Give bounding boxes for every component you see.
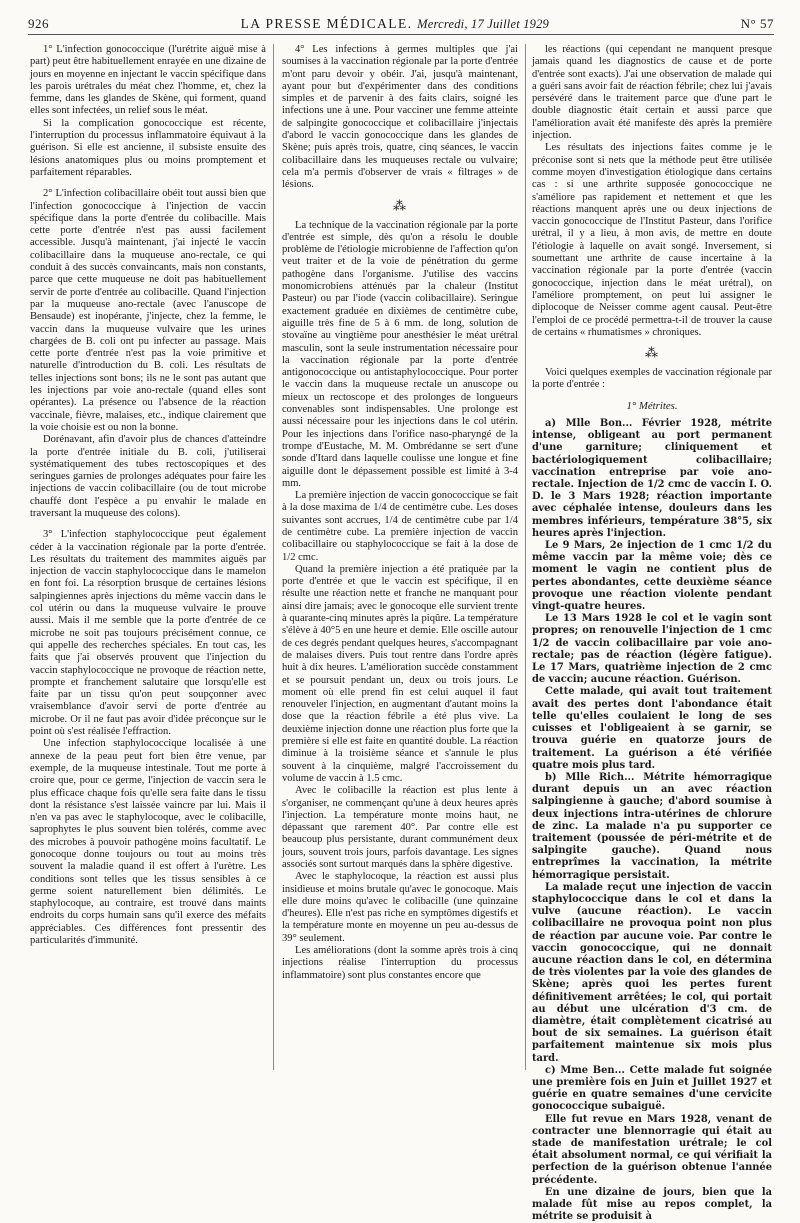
case-paragraph: a) Mlle Bon... Février 1928, métrite intense, obligeant au port permanent d'une garniture; cliniquement et bactériologiquement colibacillaire; vaccination entreprise par voie ano-rectale. Injection de 1/2 cmc de vaccin I. O. D. le 3 Mars 1928; réaction importante avec céphalée intense, douleurs dans les membres inférieurs, température 38°5, six heures après l'injection. bbox=[532, 418, 772, 539]
case-paragraph: Le 13 Mars 1928 le col et le vagin sont propres; on renouvelle l'injection de 1 cmc 1/2 de vaccin colibacillaire par voie ano-rectale; pas de réaction (légère fatigue). Le 17 Mars, quatrième injection de 2 cmc de vaccin; aucune réaction. Guérison. bbox=[532, 613, 772, 686]
paragraph: Quand la première injection a été pratiquée par la porte d'entrée et que le vaccin est spécifique, il en résulte une réaction nette et franche ne manquant pour ainsi dire jamais; avec le gonocoque elle survient trente à quarante-cinq minutes après la piqûre. La température s'élève à 40°5 en une heure et demie. Elle oscille autour de ces degrés pendant quelques heures, s'accompagnant de malaises divers. Puis tout rentre dans l'ordre après huit à dix heures. L'amélioration succède constamment et se poursuit pendant un, deux ou trois jours. Le moment où elle prend fin est celui auquel il faut renouveler l'injection, en augmentant d'autant moins la dose que la réaction fébrile a été plus vive. La deuxième injection donne une réaction plus forte que la première si elle est faite en quantité double. La réaction diminue à la troisième séance et s'annule le plus souvent à la cinquième, malgré l'accroissement du volume de vaccin à 1.5 cmc. bbox=[282, 563, 518, 784]
page-number: 926 bbox=[28, 16, 49, 31]
section-separator: ⁂ bbox=[393, 197, 407, 213]
column-rule bbox=[273, 44, 274, 1070]
paragraph: Une infection staphylococcique localisée à une annexe de la peau peut fort bien être venue, par exemple, de la muqueuse intestinale. Tout me porte à croire que, pour ce germe, l'injection de vaccin sera le plus efficace chaque fois qu'elle sera faite dans le tissu dont la résistance s'est laissée vaincre par lui. Mais il n'en va pas avec le staphylocoque, avec le colibacille, saprophytes le plus souvent bien tolérés, comme avec des microbes à pouvoir pathogène moins facultatif. Le gonocoque donne toujours ou tout au moins très souvent la maladie quand il est offert à l'urètre. Les conditions sont telles que les tissus sensibles à ce germe soient naturellement bien délimités. Le staphylocoque, au contraire, est trouvé dans maints endroits du corps humain sans qu'il exerce des méfaits appréciables. Ces différences font pressentir des particularités d'immunité. bbox=[30, 738, 266, 947]
issue-number: N° 57 bbox=[740, 16, 774, 31]
paragraph: 1° L'infection gonococcique (l'urétrite aiguë mise à part) peut être habituellement enrayée en une dizaine de jours en moyenne en injectant le vaccin spécifique dans les parois urétrales du méat chez l'homme, et, chez la femme, dans les glandes de Skène, qui forment, quand elles sont infectées, un relief sous le méat. bbox=[30, 44, 267, 117]
issue-date: Mercredi, 17 Juillet 1929 bbox=[417, 17, 549, 31]
paragraph: 3° L'infection staphylococcique peut également céder à la vaccination régionale par la porte d'entrée. Les résultats du traitement des mammites aiguës par injection de vaccin staphylococcique dans le mamelon en font foi. La résorption brusque de certaines lésions salpingiennes après injections du même vaccin dans le col utérin ou dans la muqueuse vulvaire le prouve aussi. Mais il me semble que la porte d'entrée de ce microbe ne soit pas toujours précisément connue, ce qui appelle des recherches spéciales. En tout cas, les faits que j'ai observés prouvent que l'injection du vaccin staphylococcique ne provoque de réaction nette, prompte et franchement salutaire que lorsqu'elle est faite par un tissu qu'on peut soupçonner avec vraisemblance d'avoir servi de porte d'entrée au microbe. Or il ne faut pas avoir d'idée préconçue sur le point où s'est réalisée l'effraction. bbox=[30, 529, 266, 738]
paragraph: La technique de la vaccination régionale par la porte d'entrée est simple, dès qu'on a résolu le double problème de l'étiologie microbienne de l'affection qu'on veut traiter et de la voie de pénétration du germe pathogène dans l'organisme. J'utilise des vaccins monomicrobiens atténués par la chaleur (Institut Pasteur) ou par l'iode (vaccin colibacillaire). Seringue exactement graduée en dixièmes de centimètre cube, aiguille très fine de 5 à 6 mm. de long, solution de stovaïne au vingtième pour anesthésier le méat urétral masculin, sont la seule instrumentation nécessaire pour la vaccination régionale par la porte d'entrée antigonococcique ou antistaphylococcique. Pour porter le vaccin dans la muqueuse rectale un anuscope ou mieux un rectoscope et des prolonges de longueurs convenables sont indispensables. Une prolonge est aussi nécessaire pour les injections dans le col utérin. Pour les injections dans l'orifice naso-pharyngé de la trompe d'Eustache, M. M. Ombrédanne se sert d'une sonde d'Itard dans laquelle coulisse une longue et fine aiguille dont le dépassement possible est limité à 3-4 mm. bbox=[282, 219, 518, 489]
case-paragraph: En une dizaine de jours, bien que la malade fût mise au repos complet, la métrite se produisit à bbox=[532, 1186, 772, 1223]
case-paragraph: c) Mme Ben... Cette malade fut soignée une première fois en Juin et Juillet 1927 et guérie en quatre semaines d'une cervicite gonococcique subaiguë. bbox=[532, 1064, 772, 1113]
case-paragraph: La malade reçut une injection de vaccin staphylococcique dans le col et dans la vulve (aucune réaction). Le vaccin colibacillaire ne provoqua point non plus de réaction par aucune voie. Par contre le vaccin gonococcique, qui ne donnait aucune réaction dans le col, en détermina de très violentes par la voie des glandes de Skène; après quoi les pertes furent définitivement arrêtées; le col, qui portait au début une ulcération d'3 cm. de diamètre, était complètement cicatrisé au bout de six semaines. La guérison était parfaitement maintenue six mois plus tard. bbox=[532, 881, 772, 1064]
paragraph: La première injection de vaccin gonococcique se fait à la dose maxima de 1/4 de centimètre cube. Les doses suivantes sont accrues, 1/4 de centimètre cube par 1/4 de centimètre cube. La première injection de vaccin colibacillaire ou staphylococcique se fait à la dose de 1/2 cmc. bbox=[282, 490, 518, 563]
journal-title: LA PRESSE MÉDICALE. Mercredi, 17 Juillet 1929 bbox=[240, 16, 549, 31]
case-paragraph: Elle fut revue en Mars 1928, venant de contracter une blennorragie qui était au stade de manifestation urétrale; le col était absolument normal, ce qui vérifiait la perfection de la guérison obtenue l'année précédente. bbox=[532, 1113, 772, 1186]
column-rule bbox=[525, 44, 526, 1070]
column-3 bbox=[532, 44, 772, 1223]
section-separator: ⁂ bbox=[645, 345, 659, 361]
section-title-text: 1° Métrites. bbox=[626, 399, 678, 412]
paragraph: 4° Les infections à germes multiples que j'ai soumises à la vaccination régionale par la porte d'entrée m'ont paru devoir y obéir. J'ai, jusqu'à maintenant, ayant pour but d'expérimenter dans des conditions simples et de parvenir à des faits clairs, soigné les infections une à une. Pour vacciner une femme atteinte de salpingite gonococcique et colibacillaire j'injectais d'abord le vaccin gonococcique dans les glandes de Skène; puis après trois, quatre, cinq séances, le vaccin colibacillaire dans les muqueuses rectale ou vulvaire; cela m'a permis d'observer de vrais « filtrages » de lésions. bbox=[282, 44, 518, 191]
case-paragraph: b) Mlle Rich... Métrite hémorragique durant depuis un an avec réaction salpingienne à gauche; d'abord soumise à deux injections intra-utérines de chlorure de zinc. La malade n'a pu supporter ce traitement (poussée de péri-métrite et de salpingite gauche). Quand nous entreprîmes la vaccination, la métrite hémorragique persistait. bbox=[532, 771, 772, 881]
column-2 bbox=[282, 44, 518, 1074]
paragraph: 2° L'infection colibacillaire obéit tout aussi bien que l'infection gonococcique à l'injection de vaccin spécifique dans la porte d'entrée du colibacille. Mais cette porte d'entrée n'est pas aussi facilement accessible. Jusqu'à maintenant, j'ai injecté le vaccin colibacillaire dans la muqueuse ano-rectale, ce qui conduit à des succès convaincants, mais non constants, parce que cette muqueuse ne doit pas habituellement servir de porte d'entrée au colibacille. Quand l'injection par la muqueuse ano-rectale (avec l'anuscope de Bensaude) est inopérante, j'injecte, chez la femme, le vaccin dans la muqueuse vulvaire que les urines chargées de B. coli ont pu infecter au passage. Mais cette porte d'entrée n'est pas la voie primitive et naturelle d'introduction du B. coli. Les résultats de telles injections sont bons; ils ne le sont pas autant que les injections par voie ano-rectale (quand elles sont opérantes). La présence ou l'absence de la réaction vaccinale, fièvre, malaises, etc., indique clairement que la voie choisie est ou non la bonne. bbox=[30, 188, 266, 433]
case-paragraph: Cette malade, qui avait tout traitement avait des pertes dont l'abondance était telle qu'elles coulaient le long de ses cuisses et l'obligeaient à se garnir, se trouva guérie en quatorze jours de traitement. La guérison a été vérifiée quatre mois plus tard. bbox=[532, 686, 772, 771]
journal-name: LA PRESSE MÉDICALE bbox=[240, 16, 408, 31]
page-header bbox=[28, 16, 774, 35]
paragraph: Avec le colibacille la réaction est plus lente à s'organiser, ne commençant qu'une à deux heures après l'injection. La température monte moins haut, ne dépassant que rarement 40°. Par contre elle est beaucoup plus persistante, durant communément deux jours, souvent trois jours, parfois davantage. Les signes associés sont surtout marqués dans la sphère digestive. bbox=[282, 785, 518, 870]
column-1 bbox=[30, 44, 266, 1074]
paragraph: Les résultats des injections faites comme je le préconise sont si nets que la méthode peut être utilisée comme moyen d'investigation étiologique dans certains cas : si une arthrite supposée gonococcique ne s'améliore pas rapidement et nettement et que les réactions manquent après une ou deux injections de vaccin gonococcique de l'Institut Pasteur, dans l'orifice urétral, il y a lieu, à mon avis, de mettre en doute l'étiologie à laquelle on avait songé. Inversement, si soumettant une arthrite de cause incertaine à la vaccination régionale par la porte d'entrée (vaccin gonococcique, injection dans le méat urétral), on l'améliore promptement, on peut lui assigner le diplocoque de Neisser comme agent causal. Peut-être l'emploi de ce procédé permettra-t-il de trouver la cause de certains « rhumatismes » chroniques. bbox=[532, 142, 772, 338]
paragraph: Dorénavant, afin d'avoir plus de chances d'atteindre la porte d'entrée initiale du B. coli, j'utiliserai systématiquement des tubes rectoscopiques et des seringues garnies de prolonges adéquates pour faire les injections de vaccin colibacillaire (ou de tout microbe chauffé dont l'espèce a pu envahir le malade en traversant la muqueuse des colons). bbox=[30, 434, 266, 519]
paragraph: Les améliorations (dont la somme après trois à cinq injections réalise l'interruption du processus inflammatoire) sont plus constantes encore que bbox=[282, 945, 518, 981]
paragraph: Voici quelques exemples de vaccination régionale par la porte d'entrée : bbox=[532, 367, 772, 391]
paragraph: Si la complication gonococcique est récente, l'interruption du processus inflammatoire équivaut à la guérison. Si elle est ancienne, il subsiste ensuite des lésions anatomiques plus ou moins promptement et parfaitement réparables. bbox=[30, 117, 266, 178]
paragraph: Avec le staphylocoque, la réaction est aussi plus insidieuse et moins brutale qu'avec le gonocoque. Mais elle dure moins qu'avec le colibacille (une quinzaine d'heures). Elle n'est pas riche en symptômes digestifs et la température monte en moyenne un peu au-dessus de 39° seulement. bbox=[282, 871, 518, 944]
case-paragraph: Le 9 Mars, 2e injection de 1 cmc 1/2 du même vaccin par la même voie; dès ce moment le vagin ne contient plus de pertes abondantes, cette deuxième séance provoque une réaction violente pendant vingt-quatre heures. bbox=[532, 540, 772, 613]
paragraph: les réactions (qui cependant ne manquent presque jamais quand les diagnostics de cause et de porte d'entrée sont exacts). J'ai une observation de malade qui a guéri sans avoir fait de réaction fébrile; chez lui j'avais persévéré dans le traitement parce que d'une part le double diagnostic était certain et aussi parce que l'amélioration avait été manifeste dès après la première injection. bbox=[532, 44, 772, 142]
section-title-metrites bbox=[532, 400, 772, 412]
